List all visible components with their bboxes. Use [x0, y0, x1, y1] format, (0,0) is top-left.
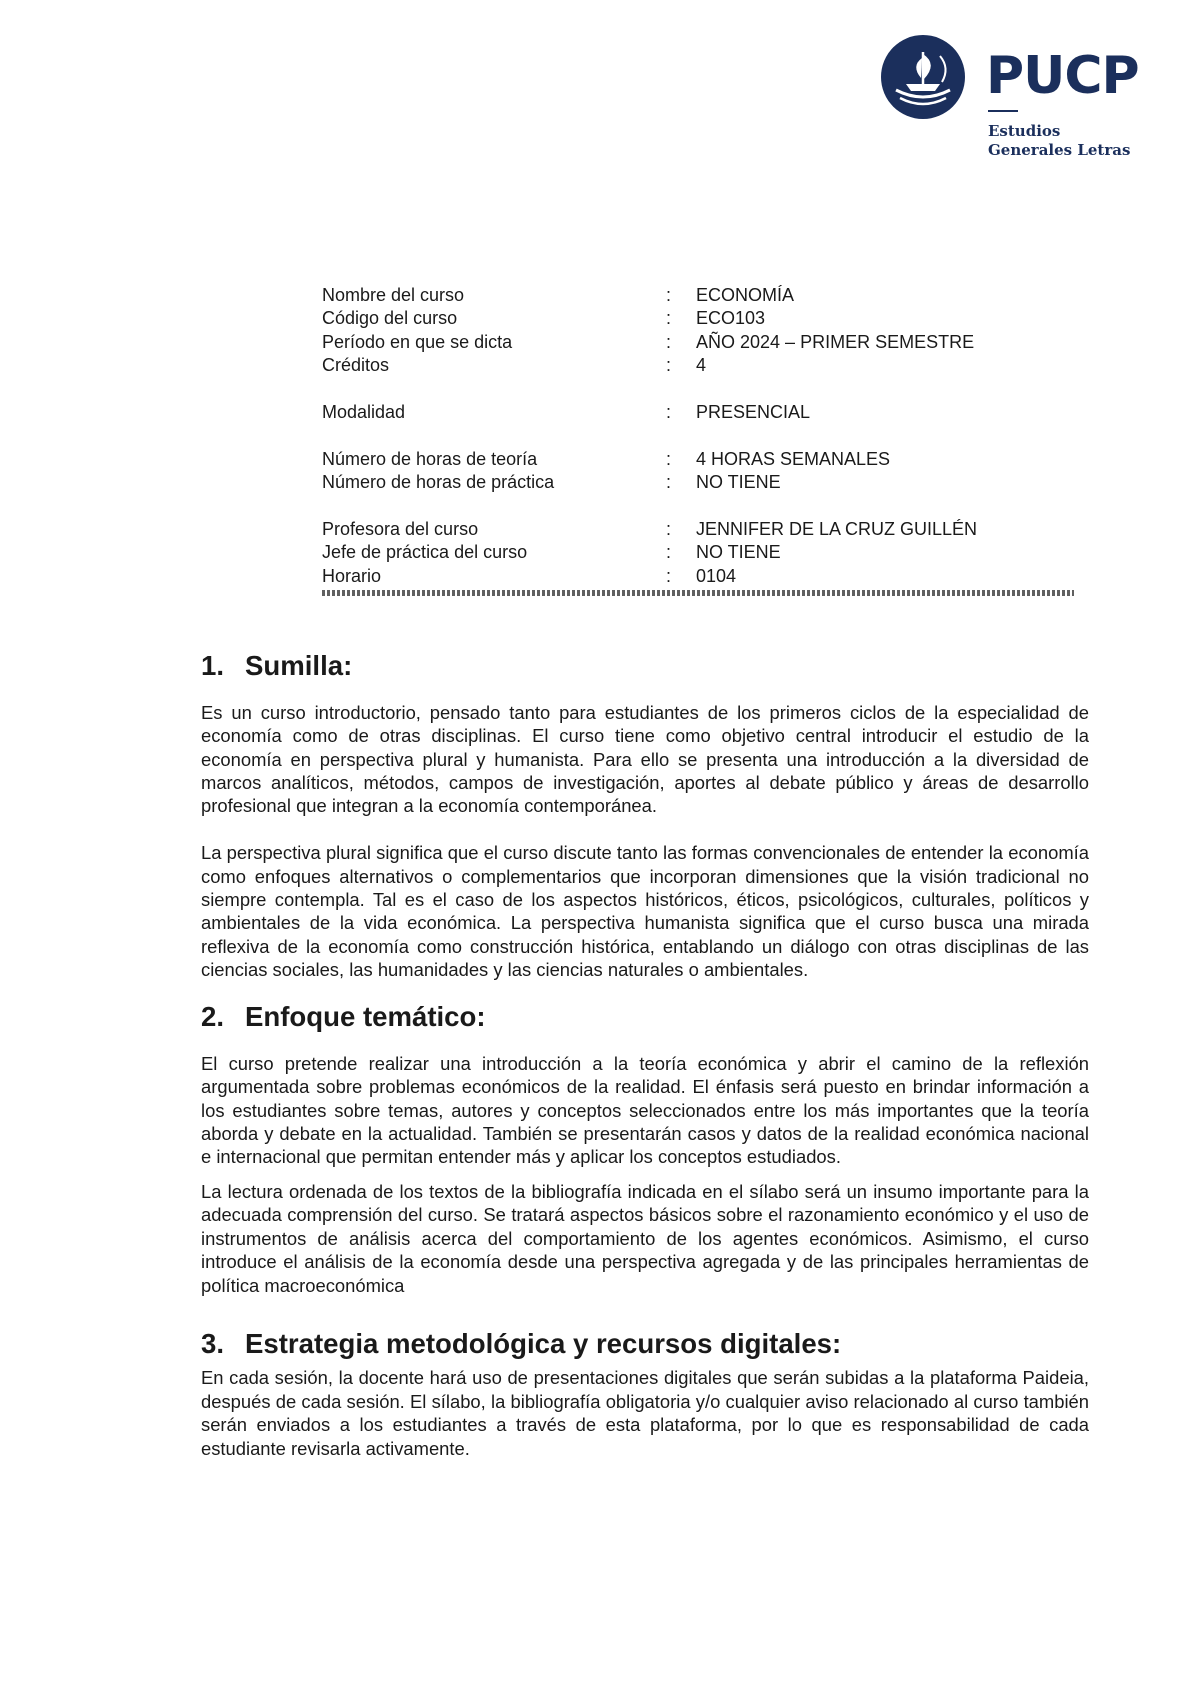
course-info-row [322, 448, 1082, 471]
info-value: JENNIFER DE LA CRUZ GUILLÉN [696, 518, 978, 539]
info-separator: : [666, 472, 672, 493]
info-value: PRESENCIAL [696, 401, 811, 422]
dotted-divider [322, 590, 1074, 596]
info-separator: : [666, 401, 672, 422]
paragraph: El curso pretende realizar una introducción a la teoría económica y abrir el camino de la reflexión argumentada sobre problemas económicos de la realidad. El énfasis será puesto en brindar información a los estudiantes sobre temas, autores y conceptos seleccionados entre los más importantes que la teoría aborda y debate en la actualidad. También se presentarán casos y datos de la realidad económica nacional e internacional que permitan entender más y aplicar los conceptos estudiados. [201, 1052, 1089, 1168]
course-info-row [322, 307, 1082, 330]
spacer [201, 1169, 1089, 1180]
course-info-row [322, 401, 1082, 424]
info-value: 4 HORAS SEMANALES [696, 448, 891, 469]
spacer [322, 378, 1082, 401]
course-info-row [322, 331, 1082, 354]
section-heading [201, 1327, 1089, 1359]
course-info-row [322, 565, 1082, 588]
section-title: Estrategia metodológica y recursos digitales: [245, 1327, 842, 1359]
course-info-row [322, 284, 1082, 307]
info-label: Número de horas de teoría [322, 448, 538, 469]
logo-subtitle [988, 122, 1130, 160]
info-label: Modalidad [322, 401, 406, 422]
course-info-row [322, 471, 1082, 494]
course-info-row [322, 541, 1082, 564]
pucp-seal-icon [880, 34, 966, 120]
logo-subtitle-line1: Estudios [988, 122, 1061, 140]
info-separator: : [666, 565, 672, 586]
info-separator: : [666, 448, 672, 469]
info-separator: : [666, 331, 672, 352]
course-info-block [322, 284, 1082, 596]
section-title: Enfoque temático: [245, 1001, 486, 1033]
spacer [201, 1297, 1089, 1332]
section-heading [201, 1001, 1089, 1033]
paragraph: La perspectiva plural significa que el curso discute tanto las formas convencionales de entender la economía como enfoques alternativos o complementarios que incorporan dimensiones que la visión tradicional no siempre contempla. Tal es el caso de los aspectos históricos, éticos, psicológicos, culturales, políticos y ambientales de la vida económica. La perspectiva humanista significa que el curso busca una mirada reflexiva de la economía como construcción histórica, entablando un diálogo con otras disciplinas de las ciencias sociales, las humanidades y las ciencias naturales o ambientales. [201, 842, 1089, 981]
info-label: Jefe de práctica del curso [322, 542, 528, 563]
info-value: AÑO 2024 – PRIMER SEMESTRE [696, 331, 975, 352]
course-info-row [322, 354, 1082, 377]
info-label: Horario [322, 565, 382, 586]
info-value: ECONOMÍA [696, 285, 795, 305]
section-title: Sumilla: [245, 650, 353, 681]
section-number: 3. [201, 1327, 224, 1359]
info-value: ECO103 [696, 308, 766, 329]
logo-divider [988, 110, 1018, 112]
info-label: Período en que se dicta [322, 331, 513, 352]
info-label: Créditos [322, 355, 390, 376]
pucp-wordmark: PUCP [986, 46, 1139, 106]
info-value: NO TIENE [696, 472, 781, 493]
info-value: NO TIENE [696, 542, 781, 563]
syllabus-body [201, 650, 1089, 1460]
section-number: 1. [201, 650, 224, 681]
logo-subtitle-line2: Generales Letras [988, 141, 1131, 159]
info-value: 0104 [696, 565, 737, 586]
info-separator: : [666, 355, 672, 376]
info-label: Código del curso [322, 308, 458, 329]
info-separator: : [666, 285, 672, 305]
pucp-logo [880, 34, 1170, 164]
paragraph: En cada sesión, la docente hará uso de presentaciones digitales que serán subidas a la plataforma Paideia, después de cada sesión. El sílabo, la bibliografía obligatoria y/o cualquier aviso relacionado al curso también serán enviados a los estudiantes a través de esta plataforma, por lo que es responsabilidad de cada estudiante revisarla activamente. [201, 1367, 1089, 1459]
section-number: 2. [201, 1001, 224, 1033]
info-label: Profesora del curso [322, 518, 479, 539]
spacer [201, 818, 1089, 841]
course-info-row [322, 518, 1082, 541]
info-label: Número de horas de práctica [322, 472, 555, 493]
spacer [322, 495, 1082, 518]
paragraph: Es un curso introductorio, pensado tanto para estudiantes de los primeros ciclos de la especialidad de economía como de otras disciplinas. El curso tiene como objetivo central introducir el estudio de la economía en perspectiva plural y humanista. Para ello se presenta una introducción a la diversidad de marcos analíticos, métodos, campos de investigación, aportes al debate público y áreas de desarrollo profesional que integran a la economía contemporánea. [201, 701, 1089, 817]
paragraph: La lectura ordenada de los textos de la bibliografía indicada en el sílabo será un insumo importante para la adecuada comprensión del curso. Se tratará aspectos básicos sobre el razonamiento económico y el uso de instrumentos de análisis acerca del comportamiento de los agentes económicos. Asimismo, el curso introduce el análisis de la economía desde una perspectiva agregada y de las principales herramientas de política macroeconómica [201, 1180, 1089, 1296]
spacer [322, 424, 1082, 447]
info-label: Nombre del curso [322, 285, 465, 305]
info-separator: : [666, 542, 672, 563]
info-separator: : [666, 308, 672, 329]
info-separator: : [666, 518, 672, 539]
info-value: 4 [696, 355, 707, 376]
section-heading [201, 650, 1089, 681]
